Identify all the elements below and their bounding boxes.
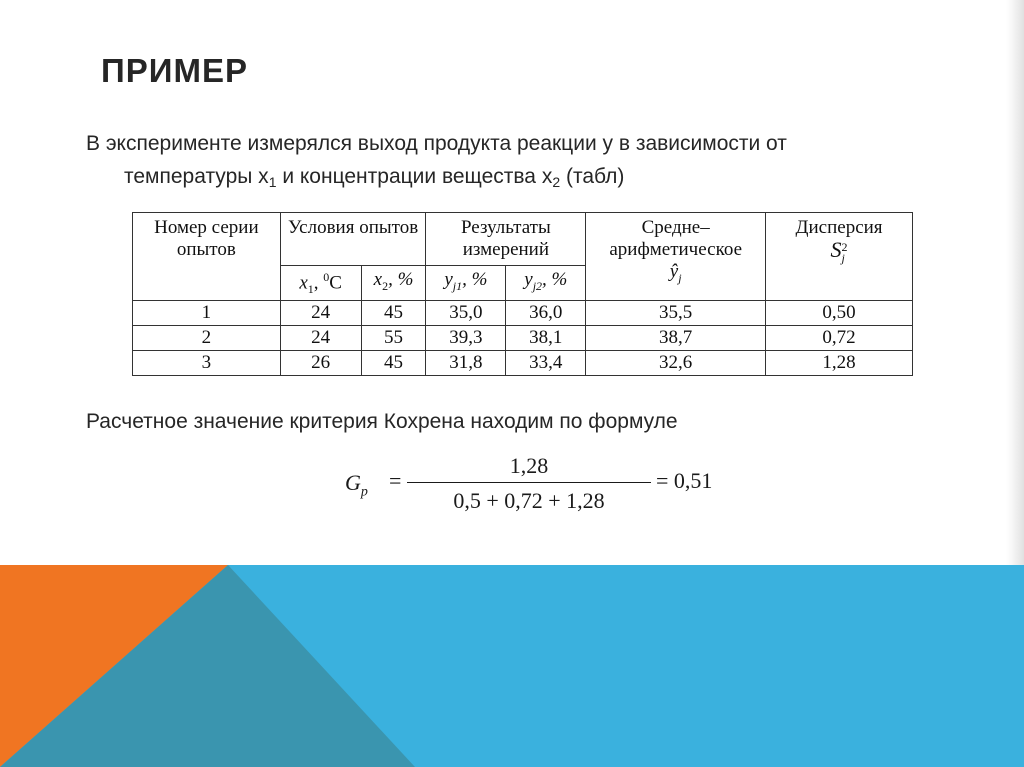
subheader-x1 [280, 266, 361, 301]
subheader-y1 [426, 266, 506, 301]
header-mean-symbol [590, 261, 761, 289]
fraction [407, 452, 651, 515]
cell-x2: 45 [361, 351, 426, 376]
subscript: 2 [382, 278, 389, 293]
intro-text [86, 127, 926, 199]
table-header-row [133, 213, 913, 266]
cell-x1: 24 [280, 301, 361, 326]
y-hat-symbol: ŷ [669, 261, 679, 282]
table-row [133, 326, 913, 351]
unit: , % [542, 269, 568, 291]
unit: C [329, 272, 342, 294]
cell-y2: 36,0 [506, 301, 586, 326]
formula-lhs [345, 470, 368, 500]
intro-line-1: В эксперименте измерялся выход продукта реакции y в зависимости от [86, 132, 787, 155]
subscript-j2: j2 [532, 278, 543, 293]
y-symbol: y [444, 269, 453, 291]
fraction-bar [407, 482, 651, 483]
cell-y1: 31,8 [426, 351, 506, 376]
separator: , [313, 272, 324, 294]
cell-variance: 1,28 [766, 351, 913, 376]
header-mean [586, 213, 766, 301]
denominator: 0,5 + 0,72 + 1,28 [453, 488, 605, 513]
slide-title: ПРИМЕР [101, 52, 248, 89]
y-symbol: y [524, 269, 533, 291]
cell-mean: 32,6 [586, 351, 766, 376]
header-mean-label: Средне–арифметическое [609, 217, 743, 260]
page-edge-shadow [1006, 0, 1024, 565]
table-row [133, 301, 913, 326]
x-symbol: x [373, 269, 383, 291]
cell-x1: 26 [280, 351, 361, 376]
subscript [533, 279, 542, 293]
superscript: 0 [323, 270, 330, 284]
numerator: 1,28 [509, 453, 549, 478]
subscript [678, 271, 681, 285]
intro-text-part: и концентрации вещества x [276, 165, 553, 188]
cell-series: 3 [133, 351, 281, 376]
intro-text-part: температуры x [124, 165, 269, 188]
header-conditions: Условия опытов [280, 213, 426, 266]
cell-x2: 45 [361, 301, 426, 326]
cell-y2: 38,1 [506, 326, 586, 351]
subscript: 2 [552, 174, 561, 190]
formula-intro-text: Расчетное значение критерия Кохрена находим по формуле [86, 410, 678, 433]
header-series: Номер серии опытов [133, 213, 281, 301]
unit: , % [462, 269, 488, 291]
cell-variance: 0,50 [766, 301, 913, 326]
cell-series: 2 [133, 326, 281, 351]
g-symbol: G [345, 470, 361, 495]
subheader-y2 [506, 266, 586, 301]
intro-text-part: (табл) [560, 165, 625, 188]
cell-series: 1 [133, 301, 281, 326]
cell-x1: 24 [280, 326, 361, 351]
cell-y1: 35,0 [426, 301, 506, 326]
cell-y2: 33,4 [506, 351, 586, 376]
sup-sub-stack [841, 239, 848, 265]
data-table [132, 212, 913, 376]
cell-mean: 35,5 [586, 301, 766, 326]
cell-y1: 39,3 [426, 326, 506, 351]
x-symbol: x [299, 272, 308, 294]
unit: , % [388, 269, 414, 291]
superscript: 2 [841, 239, 848, 254]
subscript-j1: j1 [452, 278, 463, 293]
cell-mean: 38,7 [586, 326, 766, 351]
equals-sign: = [389, 468, 402, 493]
table-row [133, 351, 913, 376]
subheader-x2 [361, 266, 426, 301]
subscript-j: j [678, 270, 682, 285]
header-variance-symbol [770, 239, 908, 264]
decorative-footer-shapes [0, 565, 1024, 767]
subscript: p [360, 484, 368, 500]
header-results: Результаты измерений [426, 213, 586, 266]
header-variance-label: Дисперсия [795, 217, 883, 238]
header-variance [766, 213, 913, 301]
subscript: j [841, 250, 845, 265]
subscript: 1 [307, 282, 314, 297]
formula-result: = 0,51 [656, 468, 713, 493]
cell-variance: 0,72 [766, 326, 913, 351]
subscript [453, 279, 462, 293]
s-symbol: S [830, 237, 842, 262]
intro-line-2 [86, 160, 926, 199]
subscript: 1 [268, 174, 277, 190]
cell-x2: 55 [361, 326, 426, 351]
